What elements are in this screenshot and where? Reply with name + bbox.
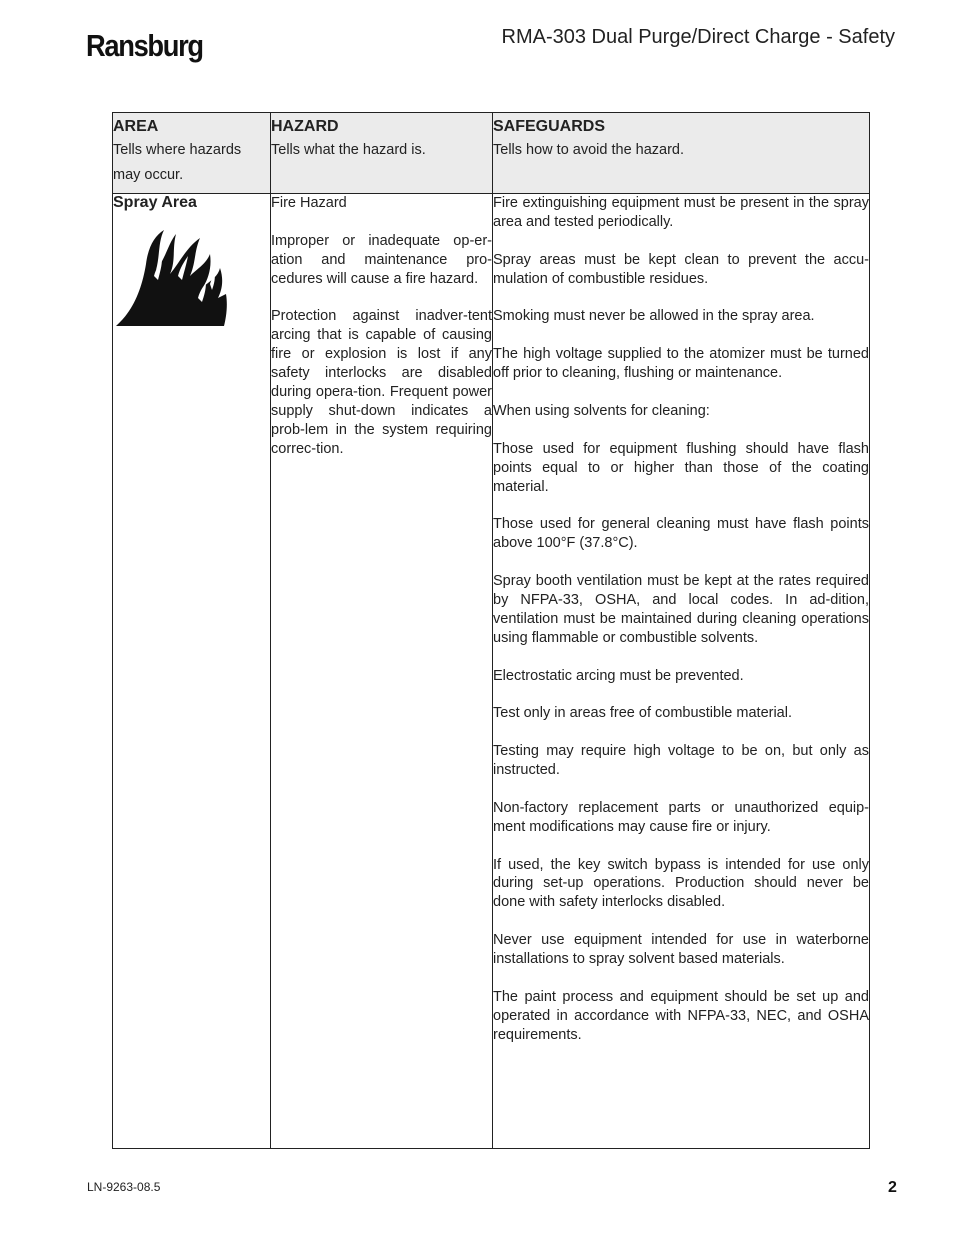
column-title: SAFEGUARDS xyxy=(493,118,606,135)
column-subtitle: Tells what the hazard is. xyxy=(271,142,426,158)
safeguard-text: When using solvents for cleaning: xyxy=(493,402,710,419)
safeguard-text: If used, the key switch bypass is intended for use only during set-up operations. Production should never be done with safety interlocks disabled. xyxy=(493,856,869,911)
page-number: 2 xyxy=(888,1179,897,1196)
safeguard-text: Fire extinguishing equipment must be present in the spray area and tested periodically. xyxy=(493,195,869,230)
area-cell xyxy=(113,194,271,1149)
safeguard-text: Spray areas must be kept clean to prevent the accu-mulation of combustible residues. xyxy=(493,251,869,287)
hazard-text: Fire Hazard xyxy=(271,195,347,211)
safeguard-text: Those used for equipment flushing should have flash points equal to or higher than those of the coating material. xyxy=(493,440,869,495)
safeguards-cell xyxy=(493,194,870,1149)
table-row xyxy=(113,194,870,1149)
column-header-safeguards xyxy=(493,113,870,194)
hazard-text: Improper or inadequate op-er-ation and maintenance pro-cedures will cause a fire hazard. xyxy=(271,232,492,287)
safeguard-text: Spray booth ventilation must be kept at the rates required by NFPA-33, OSHA, and local codes. In ad-dition, ventilation must be maintained during cleaning operations using flammable or combustible solvents. xyxy=(493,573,869,646)
document-number: LN-9263-08.5 xyxy=(87,1180,161,1194)
fire-hazard-flame-icon xyxy=(114,224,254,328)
column-subtitle: Tells how to avoid the hazard. xyxy=(493,142,685,158)
table-header-row xyxy=(113,113,870,194)
hazard-cell xyxy=(271,194,493,1149)
column-header-hazard xyxy=(271,113,493,194)
safeguard-text: Test only in areas free of combustible material. xyxy=(493,705,792,722)
page-title: RMA-303 Dual Purge/Direct Charge - Safety xyxy=(501,26,895,48)
brand-logo: Ransburg xyxy=(86,28,203,63)
safeguard-text: Those used for general cleaning must have flash points above 100°F (37.8°C). xyxy=(493,516,869,552)
column-header-area xyxy=(113,113,271,194)
column-title: AREA xyxy=(113,118,159,135)
safeguard-text: Smoking must never be allowed in the spray area. xyxy=(493,308,815,325)
hazard-text: Protection against inadver-tent arcing that is capable of causing fire or explosion is lost if any safety interlocks are disabled during opera-tion. Frequent power supply shut-down indicates a prob-lem in the system requiring correc-tion. xyxy=(271,308,492,457)
safeguard-text: Never use equipment intended for use in waterborne installations to spray solvent based materials. xyxy=(493,932,869,968)
safeguard-text: Non-factory replacement parts or unauthorized equip-ment modifications may cause fire or injury. xyxy=(493,799,869,835)
safety-table xyxy=(112,112,870,1149)
safeguard-text: Testing may require high voltage to be on, but only as instructed. xyxy=(493,743,869,779)
area-label: Spray Area xyxy=(113,194,197,211)
safeguard-text: The high voltage supplied to the atomizer must be turned off prior to cleaning, flushing or maintenance. xyxy=(493,346,869,382)
column-title: HAZARD xyxy=(271,118,339,135)
safeguard-text: The paint process and equipment should be set up and operated in accordance with NFPA-33, NEC, and OSHA requirements. xyxy=(493,988,869,1043)
column-subtitle: Tells where hazards may occur. xyxy=(113,142,242,183)
safeguard-text: Electrostatic arcing must be prevented. xyxy=(493,667,744,684)
